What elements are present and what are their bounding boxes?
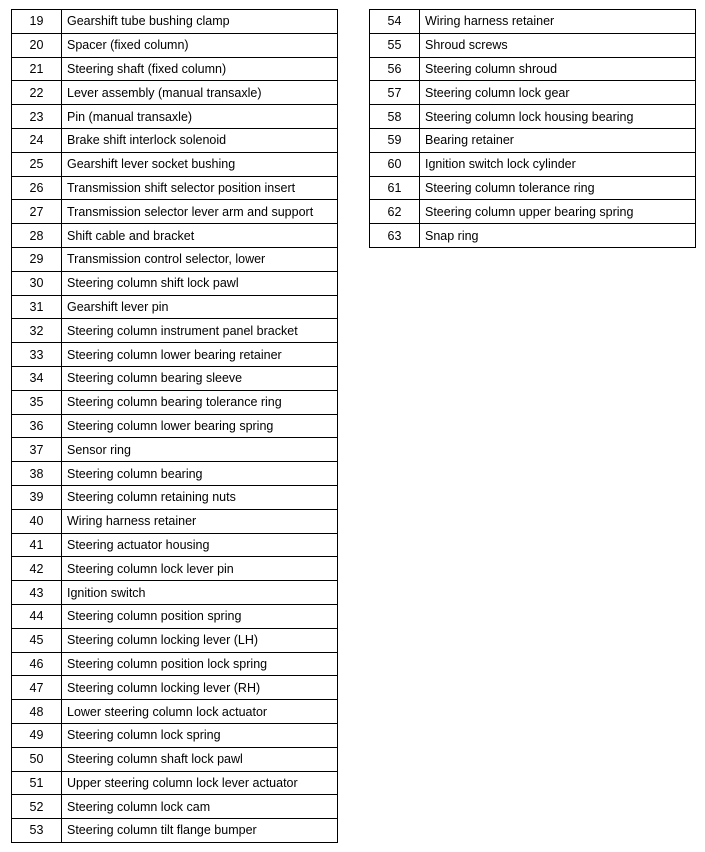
- part-number: 23: [12, 105, 62, 129]
- part-description: Pin (manual transaxle): [62, 105, 338, 129]
- part-number: 39: [12, 485, 62, 509]
- part-description: Transmission control selector, lower: [62, 247, 338, 271]
- part-description: Steering column shift lock pawl: [62, 271, 338, 295]
- part-description: Steering column position lock spring: [62, 652, 338, 676]
- part-number: 38: [12, 462, 62, 486]
- table-row: [12, 247, 338, 271]
- part-number: 28: [12, 224, 62, 248]
- table-row: [12, 366, 338, 390]
- table-row: [12, 176, 338, 200]
- part-description: Bearing retainer: [420, 128, 696, 152]
- table-row: [12, 462, 338, 486]
- part-description: Lower steering column lock actuator: [62, 700, 338, 724]
- table-row: [370, 128, 696, 152]
- table-row: [12, 604, 338, 628]
- part-description: Brake shift interlock solenoid: [62, 128, 338, 152]
- part-description: Lever assembly (manual transaxle): [62, 81, 338, 105]
- table-row: [370, 10, 696, 34]
- table-row: [12, 676, 338, 700]
- part-number: 34: [12, 366, 62, 390]
- table-row: [370, 57, 696, 81]
- table-row: [12, 557, 338, 581]
- part-description: Steering column upper bearing spring: [420, 200, 696, 224]
- table-row: [12, 105, 338, 129]
- part-number: 33: [12, 343, 62, 367]
- part-number: 63: [370, 224, 420, 248]
- table-row: [12, 723, 338, 747]
- table-row: [370, 33, 696, 57]
- part-description: Ignition switch lock cylinder: [420, 152, 696, 176]
- part-description: Steering column locking lever (LH): [62, 628, 338, 652]
- part-number: 19: [12, 10, 62, 34]
- part-number: 40: [12, 509, 62, 533]
- part-number: 47: [12, 676, 62, 700]
- part-number: 55: [370, 33, 420, 57]
- table-row: [12, 438, 338, 462]
- table-row: [12, 652, 338, 676]
- table-row: [12, 533, 338, 557]
- part-number: 51: [12, 771, 62, 795]
- part-number: 30: [12, 271, 62, 295]
- part-description: Steering shaft (fixed column): [62, 57, 338, 81]
- part-description: Steering column tolerance ring: [420, 176, 696, 200]
- table-row: [370, 176, 696, 200]
- part-description: Wiring harness retainer: [62, 509, 338, 533]
- table-row: [12, 128, 338, 152]
- part-description: Steering column lower bearing spring: [62, 414, 338, 438]
- parts-table-right: [369, 9, 696, 248]
- part-number: 36: [12, 414, 62, 438]
- part-number: 49: [12, 723, 62, 747]
- part-description: Steering column lock cam: [62, 795, 338, 819]
- table-row: [12, 795, 338, 819]
- part-description: Sensor ring: [62, 438, 338, 462]
- table-row: [370, 200, 696, 224]
- table-row: [12, 628, 338, 652]
- table-row: [12, 33, 338, 57]
- part-description: Steering column tilt flange bumper: [62, 819, 338, 843]
- table-row: [12, 295, 338, 319]
- part-description: Steering column lower bearing retainer: [62, 343, 338, 367]
- part-description: Steering column retaining nuts: [62, 485, 338, 509]
- part-description: Steering column shaft lock pawl: [62, 747, 338, 771]
- part-number: 62: [370, 200, 420, 224]
- table-row: [12, 200, 338, 224]
- table-row: [370, 224, 696, 248]
- part-number: 59: [370, 128, 420, 152]
- table-row: [12, 343, 338, 367]
- table-row: [12, 700, 338, 724]
- table-row: [12, 57, 338, 81]
- part-description: Steering column bearing tolerance ring: [62, 390, 338, 414]
- part-number: 22: [12, 81, 62, 105]
- table-row: [12, 319, 338, 343]
- part-description: Ignition switch: [62, 581, 338, 605]
- part-number: 35: [12, 390, 62, 414]
- table-row: [12, 581, 338, 605]
- table-row: [12, 81, 338, 105]
- part-description: Transmission shift selector position insert: [62, 176, 338, 200]
- table-row: [370, 105, 696, 129]
- parts-table-left: [11, 9, 338, 843]
- table-row: [12, 819, 338, 843]
- part-number: 54: [370, 10, 420, 34]
- part-number: 56: [370, 57, 420, 81]
- table-row: [12, 152, 338, 176]
- part-description: Shroud screws: [420, 33, 696, 57]
- part-description: Gearshift tube bushing clamp: [62, 10, 338, 34]
- part-description: Steering column locking lever (RH): [62, 676, 338, 700]
- part-description: Steering column lock housing bearing: [420, 105, 696, 129]
- part-number: 31: [12, 295, 62, 319]
- part-number: 57: [370, 81, 420, 105]
- part-description: Transmission selector lever arm and support: [62, 200, 338, 224]
- part-number: 43: [12, 581, 62, 605]
- part-number: 25: [12, 152, 62, 176]
- part-description: Steering column bearing: [62, 462, 338, 486]
- table-row: [12, 747, 338, 771]
- part-number: 32: [12, 319, 62, 343]
- part-description: Steering column lock gear: [420, 81, 696, 105]
- table-row: [12, 10, 338, 34]
- part-number: 27: [12, 200, 62, 224]
- part-description: Steering column bearing sleeve: [62, 366, 338, 390]
- part-description: Upper steering column lock lever actuator: [62, 771, 338, 795]
- part-number: 50: [12, 747, 62, 771]
- part-description: Steering actuator housing: [62, 533, 338, 557]
- part-number: 53: [12, 819, 62, 843]
- part-number: 46: [12, 652, 62, 676]
- part-description: Gearshift lever socket bushing: [62, 152, 338, 176]
- part-description: Shift cable and bracket: [62, 224, 338, 248]
- table-row: [12, 509, 338, 533]
- part-number: 24: [12, 128, 62, 152]
- table-row: [370, 152, 696, 176]
- part-description: Snap ring: [420, 224, 696, 248]
- part-description: Wiring harness retainer: [420, 10, 696, 34]
- table-row: [12, 271, 338, 295]
- table-row: [12, 414, 338, 438]
- part-number: 26: [12, 176, 62, 200]
- part-description: Steering column lock spring: [62, 723, 338, 747]
- table-row: [12, 390, 338, 414]
- table-row: [12, 224, 338, 248]
- part-number: 48: [12, 700, 62, 724]
- part-number: 61: [370, 176, 420, 200]
- table-row: [12, 485, 338, 509]
- part-description: Steering column position spring: [62, 604, 338, 628]
- part-number: 29: [12, 247, 62, 271]
- part-description: Steering column instrument panel bracket: [62, 319, 338, 343]
- part-number: 21: [12, 57, 62, 81]
- table-row: [370, 81, 696, 105]
- part-description: Steering column lock lever pin: [62, 557, 338, 581]
- part-number: 60: [370, 152, 420, 176]
- part-number: 41: [12, 533, 62, 557]
- part-number: 42: [12, 557, 62, 581]
- part-description: Gearshift lever pin: [62, 295, 338, 319]
- part-description: Spacer (fixed column): [62, 33, 338, 57]
- part-number: 45: [12, 628, 62, 652]
- part-description: Steering column shroud: [420, 57, 696, 81]
- table-row: [12, 771, 338, 795]
- part-number: 58: [370, 105, 420, 129]
- part-number: 52: [12, 795, 62, 819]
- part-number: 20: [12, 33, 62, 57]
- part-number: 44: [12, 604, 62, 628]
- part-number: 37: [12, 438, 62, 462]
